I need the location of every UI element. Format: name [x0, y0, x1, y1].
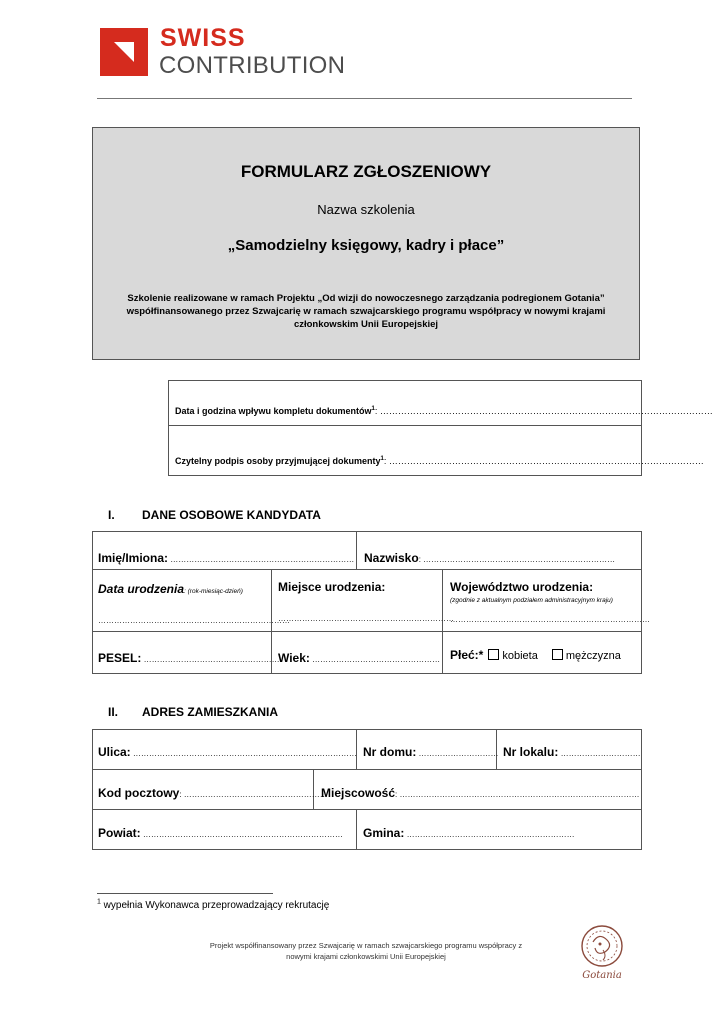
flat-number-dots: …………………………: [558, 749, 641, 758]
receipt-date-field[interactable]: [175, 406, 713, 416]
postcode-label: Kod pocztowy: [98, 786, 180, 800]
first-name-dots: ……………………………………………………………: [168, 555, 355, 564]
receipt-date-dots: : …………………………………………………………………………………………………: [374, 406, 713, 416]
first-name-field[interactable]: [98, 551, 354, 565]
receipt-signature-field[interactable]: [175, 456, 704, 466]
surname-label: Nazwisko: [364, 551, 419, 565]
footnote: [97, 900, 329, 911]
age-field[interactable]: [278, 651, 440, 665]
county-label: Powiat:: [98, 826, 141, 840]
swiss-contribution-logo-icon: [100, 28, 148, 76]
section-heading-personal-data: [108, 508, 321, 522]
first-name-label: Imię/Imiona:: [98, 551, 169, 565]
gender-female-label: kobieta: [502, 650, 538, 662]
age-dots: …………………………………………: [309, 655, 441, 664]
commune-label: Gmina:: [363, 826, 405, 840]
logo-text-swiss: SWISS: [160, 24, 246, 52]
gotania-logo-text: Gotania: [582, 970, 622, 981]
flat-number-label: Nr lokalu:: [503, 745, 559, 759]
street-dots: …………………………………………………………………………: [130, 749, 357, 758]
form-title: FORMULARZ ZGŁOSZENIOWY: [240, 162, 492, 181]
city-dots: : ………………………………………………………………………………: [395, 790, 640, 799]
section-title: ADRES ZAMIESZKANIA: [142, 705, 279, 719]
surname-field[interactable]: [364, 551, 615, 565]
gender-male-label: mężczyzna: [565, 650, 621, 662]
section-heading-address: [108, 705, 278, 719]
section-number: II.: [108, 705, 119, 719]
birth-date-label: Data urodzenia: [98, 582, 185, 596]
receipt-signature-dots: : ……………………………………………………………………………………………: [383, 456, 704, 466]
checkbox-female[interactable]: [488, 649, 499, 660]
table-row-divider: [92, 569, 642, 570]
receipt-divider: [168, 425, 642, 426]
street-label: Ulica:: [98, 745, 131, 759]
county-field[interactable]: [98, 826, 343, 840]
postcode-dots: : ………………………………………………: [179, 790, 328, 799]
age-label: Wiek:: [278, 651, 310, 665]
house-number-dots: …………………………: [416, 749, 499, 758]
footnote-ref: 1: [371, 406, 375, 412]
voivodeship-dots[interactable]: …………………………………………………………………: [450, 615, 650, 624]
logo-text-contribution: CONTRIBUTION: [159, 52, 346, 79]
commune-field[interactable]: [363, 826, 575, 840]
table-row-divider: [92, 769, 642, 770]
footnote-text: wypełnia Wykonawca przeprowadzający rekrutację: [100, 900, 330, 911]
footnote-number: 1: [97, 898, 101, 906]
table-row-divider: [92, 631, 642, 632]
commune-dots: ………………………………………………………: [404, 830, 575, 839]
flat-number-field[interactable]: [503, 745, 641, 759]
footnote-ref: 1: [380, 456, 384, 462]
section-title: DANE OSOBOWE KANDYDATA: [142, 508, 321, 522]
county-dots: …………………………………………………………………: [140, 830, 343, 839]
table-row-divider: [92, 809, 642, 810]
voivodeship-label: Województwo urodzenia:: [450, 580, 594, 594]
footer-text: Projekt współfinansowany przez Szwajcarię w ramach szwajcarskiego programu współpracy z nowymi krajami członkowskimi Unii Europejskiej: [209, 941, 523, 961]
voivodeship-hint: (zgodnie z aktualnym podziałem administracyjnym kraju): [450, 597, 613, 604]
city-field[interactable]: [321, 786, 639, 800]
city-label: Miejscowość: [321, 786, 396, 800]
birth-place-label: Miejsce urodzenia:: [278, 580, 386, 594]
birth-date-dots[interactable]: ………………………………………………………………: [98, 616, 290, 625]
receipt-date-label: Data i godzina wpływu kompletu dokumentów: [175, 406, 372, 416]
table-col-divider: [356, 531, 357, 569]
footnote-divider: [97, 893, 273, 894]
project-description: Szkolenie realizowane w ramach Projektu „Od wizji do nowoczesnego zarządzania podregionem Gotania” współfinansowanego przez Szwajcarię w ramach szwajcarskiego programu współpracy w nowymi krajami członkowskim Unii Europejskiej: [126, 293, 606, 330]
birth-date-field[interactable]: [98, 582, 243, 596]
receipt-signature-label: Czytelny podpis osoby przyjmującej dokumenty: [175, 456, 381, 466]
surname-dots: : ………………………………………………………………: [418, 555, 616, 564]
course-name-label: Nazwa szkolenia: [317, 202, 415, 217]
postcode-field[interactable]: [98, 786, 328, 800]
gender-label: Płeć:*: [450, 648, 484, 662]
pesel-label: PESEL:: [98, 651, 142, 665]
house-number-field[interactable]: [363, 745, 499, 759]
birth-date-hint: : (rok-miesiąc-dzień): [184, 588, 243, 595]
table-col-divider: [356, 809, 357, 850]
course-title: „Samodzielny księgowy, kadry i płace”: [227, 237, 505, 254]
house-number-label: Nr domu:: [363, 745, 417, 759]
checkbox-male[interactable]: [552, 649, 563, 660]
section-number: I.: [108, 508, 115, 522]
street-field[interactable]: [98, 745, 357, 759]
header-divider: [97, 98, 632, 99]
gender-field: [450, 648, 621, 662]
pesel-field[interactable]: [98, 651, 280, 665]
pesel-dots: ……………………………………………: [141, 655, 280, 664]
birth-place-dots[interactable]: …………………………………………………………: [278, 614, 454, 623]
gotania-logo-icon: [573, 920, 631, 982]
